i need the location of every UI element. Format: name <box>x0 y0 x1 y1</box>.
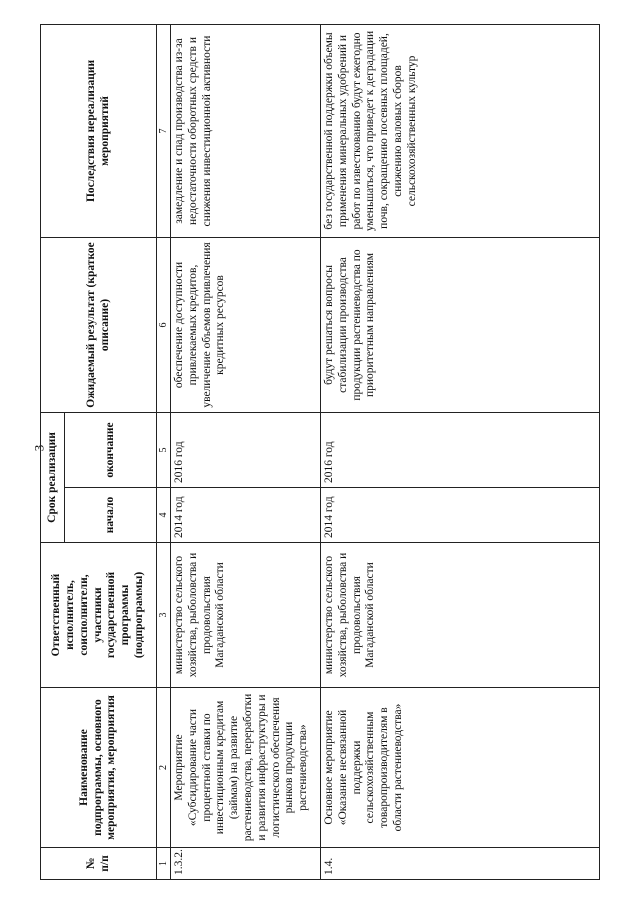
row-name: Мероприятие «Субсидирование части процентной ставки по инвестиционным кредитам (займам) на развитие растениеводства, переработки и развития инфраструктуры и логистического обеспечения рынков продукции растениеводства» <box>171 688 321 848</box>
col-number: 6 <box>157 237 171 412</box>
col-number: 3 <box>157 543 171 688</box>
row-num: 1.4. <box>321 848 600 880</box>
col-number: 1 <box>157 848 171 880</box>
row-start: 2014 год <box>321 488 600 543</box>
col-number: 2 <box>157 688 171 848</box>
col-number: 7 <box>157 24 171 237</box>
measures-table <box>40 24 600 880</box>
header-start: начало <box>65 488 157 543</box>
header-consequences: Последствия нереализации мероприятий <box>41 24 157 237</box>
row-consequences: без государственной поддержки объемы применения минеральных удобрений и работ по известкованию будут ежегодно уменьшаться, что приведет к деградации почв, сокращению посевных площадей, снижению валовых сборов сельскохозяйственных культур <box>321 24 600 237</box>
header-responsible: Ответственный исполнитель, соисполнители, участники государственной программы (подпрограммы) <box>41 543 157 688</box>
col-number: 5 <box>157 412 171 487</box>
row-num: 1.3.2. <box>171 848 321 880</box>
row-end: 2016 год <box>321 412 600 487</box>
row-responsible: министерство сельского хозяйства, рыболовства и продовольствия Магаданской области <box>171 543 321 688</box>
header-num: № п/п <box>41 848 157 880</box>
row-result: обеспечение доступности привлекаемых кредитов, увеличение объемов привлечения кредитных ресурсов <box>171 237 321 412</box>
table-row <box>171 24 321 879</box>
header-name: Наименование подпрограммы, основного мероприятия, мероприятия <box>41 688 157 848</box>
row-end: 2016 год <box>171 412 321 487</box>
row-name: Основное мероприятие «Оказание несвязанной поддержки сельскохозяйственным товаропроизводителям в области растениеводства» <box>321 688 600 848</box>
column-number-row <box>157 24 171 879</box>
header-term: Срок реализации <box>41 412 65 542</box>
header-row-1 <box>41 24 65 879</box>
table-row <box>321 24 600 879</box>
row-result: будут решаться вопросы стабилизации производства продукции растениеводства по приоритетным направлениям <box>321 237 600 412</box>
row-consequences: замедление и спад производства из-за недостаточности оборотных средств и снижения инвестиционной активности <box>171 24 321 237</box>
row-start: 2014 год <box>171 488 321 543</box>
header-end: окончание <box>65 412 157 487</box>
header-result: Ожидаемый результат (краткое описание) <box>41 237 157 412</box>
col-number: 4 <box>157 488 171 543</box>
rotated-table-container <box>40 25 600 880</box>
page-number: 3 <box>31 444 47 452</box>
row-responsible: министерство сельского хозяйства, рыболовства и продовольствия Магаданской области <box>321 543 600 688</box>
